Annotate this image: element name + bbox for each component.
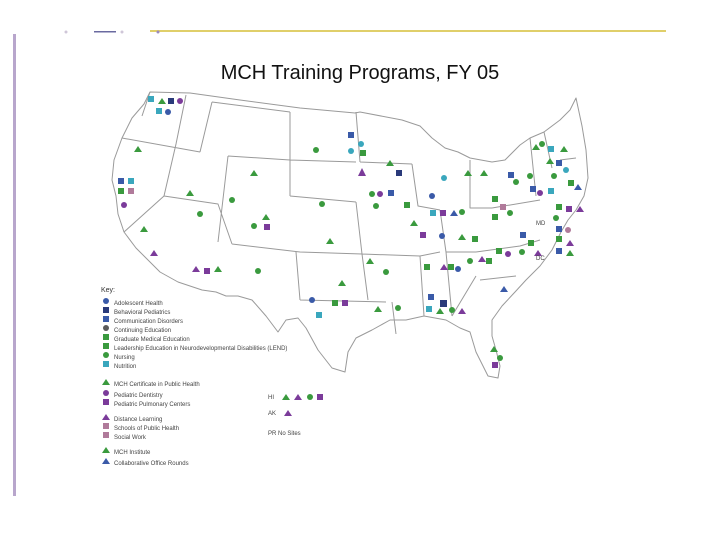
marker (539, 141, 545, 147)
key-item-label: Communication Disorders (114, 319, 184, 325)
marker (168, 98, 174, 104)
hi-markers (282, 394, 323, 400)
marker (294, 394, 302, 400)
key-item (101, 378, 200, 389)
key-item (101, 457, 189, 468)
ak-label: AK (268, 411, 277, 417)
marker (309, 297, 315, 303)
key-item-label: Pediatric Pulmonary Centers (114, 402, 191, 408)
square-marker-icon (101, 431, 111, 442)
marker (369, 191, 375, 197)
marker (492, 214, 498, 220)
marker (204, 268, 210, 274)
key-item-label: MCH Certificate in Public Health (114, 382, 200, 388)
marker (420, 232, 426, 238)
marker (497, 355, 503, 361)
key-item-label: Continuing Education (114, 328, 172, 334)
marker (426, 306, 432, 312)
marker (251, 223, 257, 229)
key-item-label: Adolescent Health (114, 301, 163, 307)
marker (507, 210, 513, 216)
marker (486, 258, 492, 264)
key-item (101, 398, 190, 409)
marker (284, 410, 292, 416)
marker (505, 251, 511, 257)
marker (430, 210, 436, 216)
marker (165, 109, 171, 115)
marker (282, 394, 290, 400)
marker (264, 224, 270, 230)
marker (556, 204, 562, 210)
key-item-label: Graduate Medical Education (114, 337, 190, 343)
marker (440, 210, 446, 216)
marker (448, 264, 454, 270)
marker (449, 307, 455, 313)
marker (348, 132, 354, 138)
dc-label: DC (536, 256, 545, 262)
marker (459, 209, 465, 215)
marker (373, 203, 379, 209)
marker (551, 173, 557, 179)
marker (118, 178, 124, 184)
pr-note: PR No Sites (268, 431, 301, 437)
key-item-label: Pediatric Dentistry (114, 393, 163, 399)
marker (548, 146, 554, 152)
marker (467, 258, 473, 264)
marker (455, 266, 461, 272)
marker (396, 170, 402, 176)
triangle-marker-icon (101, 457, 111, 468)
marker (319, 201, 325, 207)
marker (472, 236, 478, 242)
page-title: MCH Training Programs, FY 05 (220, 62, 500, 84)
marker (255, 268, 261, 274)
key-item (101, 431, 146, 442)
marker (508, 172, 514, 178)
marker (563, 167, 569, 173)
key-item (101, 360, 136, 371)
marker (197, 211, 203, 217)
marker (332, 300, 338, 306)
marker (383, 269, 389, 275)
triangle-marker-icon (101, 446, 111, 457)
marker (395, 305, 401, 311)
marker (404, 202, 410, 208)
marker (424, 264, 430, 270)
marker (439, 233, 445, 239)
marker (500, 204, 506, 210)
marker (566, 206, 572, 212)
marker (313, 147, 319, 153)
marker (519, 249, 525, 255)
md-label: MD (536, 221, 546, 227)
marker (565, 227, 571, 233)
key-item-label: Social Work (114, 435, 146, 441)
marker (348, 148, 354, 154)
marker (556, 236, 562, 242)
hi-label: HI (268, 395, 274, 401)
marker (527, 173, 533, 179)
marker (520, 232, 526, 238)
marker (128, 178, 134, 184)
marker (537, 190, 543, 196)
marker (342, 300, 348, 306)
marker (428, 294, 434, 300)
key-title: Key: (101, 287, 116, 294)
marker (121, 202, 127, 208)
marker (548, 188, 554, 194)
marker (128, 188, 134, 194)
marker (360, 150, 366, 156)
marker (530, 186, 536, 192)
marker (429, 193, 435, 199)
marker (156, 108, 162, 114)
marker (556, 160, 562, 166)
ak-markers (284, 410, 292, 416)
marker (148, 96, 154, 102)
marker (513, 179, 519, 185)
marker (528, 240, 534, 246)
marker (316, 312, 322, 318)
key-item-label: Nursing (114, 355, 135, 361)
marker (492, 362, 498, 368)
key-item-label: Distance Learning (114, 417, 163, 423)
marker (568, 180, 574, 186)
marker (177, 98, 183, 104)
key-item (101, 446, 150, 457)
triangle-marker-icon (101, 378, 111, 389)
marker (556, 248, 562, 254)
marker (566, 250, 574, 256)
key-item-label: Behavioral Pediatrics (114, 310, 171, 316)
square-marker-icon (101, 360, 111, 371)
marker (388, 190, 394, 196)
marker (377, 191, 383, 197)
marker (118, 188, 124, 194)
marker (553, 215, 559, 221)
key-item-label: Nutrition (114, 364, 137, 370)
marker (229, 197, 235, 203)
key-item-label: Collaborative Office Rounds (114, 461, 189, 467)
square-marker-icon (101, 398, 111, 409)
marker (496, 248, 502, 254)
marker (492, 196, 498, 202)
marker (317, 394, 323, 400)
key-item-label: Schools of Public Health (114, 426, 180, 432)
marker (441, 175, 447, 181)
marker (566, 240, 574, 246)
marker (556, 226, 562, 232)
key-item-label: Leadership Education in Neurodevelopmental Disabilities (LEND) (114, 346, 288, 352)
marker (358, 141, 364, 147)
marker (440, 300, 447, 307)
marker (307, 394, 313, 400)
key-item-label: MCH Institute (114, 450, 151, 456)
